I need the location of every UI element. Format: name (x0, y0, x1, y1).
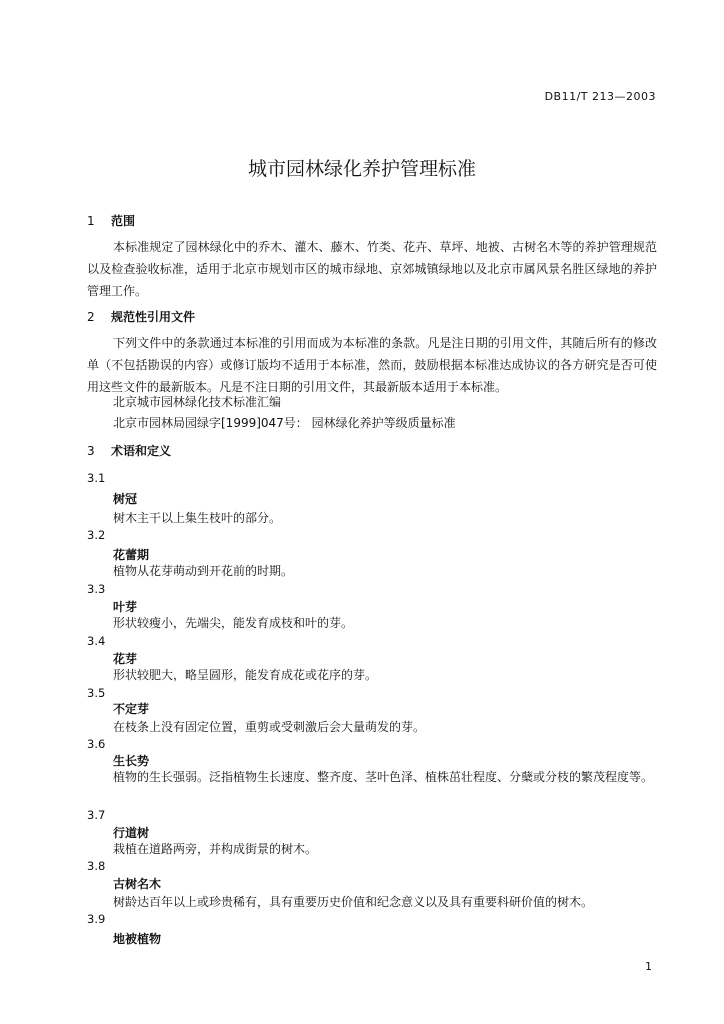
section-number: 1 (87, 214, 95, 228)
section-heading-normative (87, 308, 195, 325)
term-number: 3.7 (87, 808, 106, 822)
standard-code: DB11/T 213—2003 (544, 90, 656, 103)
term-name: 花蕾期 (113, 548, 150, 562)
term-name: 叶芽 (113, 600, 138, 614)
term-definition: 形状较肥大，略呈圆形，能发育成花或花序的芽。 (113, 668, 378, 682)
section-heading-terms (87, 442, 171, 459)
term-number: 3.8 (87, 859, 106, 873)
term-definition: 栽植在道路两旁，并构成街景的树木。 (113, 842, 318, 856)
section-number: 2 (87, 310, 95, 324)
term-name: 行道树 (113, 826, 150, 840)
term-number: 3.2 (87, 528, 106, 542)
section-heading-scope (87, 212, 135, 229)
term-number: 3.5 (87, 686, 106, 700)
section-title: 范围 (111, 214, 136, 228)
term-definition: 树龄达百年以上或珍贵稀有，具有重要历史价值和纪念意义以及具有重要科研价值的树木。 (113, 895, 594, 909)
term-definition: 在枝条上没有固定位置，重剪或受刺激后会大量萌发的芽。 (113, 720, 426, 734)
section-title: 规范性引用文件 (111, 310, 196, 324)
reference-item: 北京城市园林绿化技术标准汇编 (113, 395, 282, 409)
page-title: 城市园林绿化养护管理标准 (247, 158, 476, 180)
term-name: 生长势 (113, 754, 150, 768)
term-name: 不定芽 (113, 702, 150, 716)
term-number: 3.1 (87, 471, 106, 485)
term-name: 树冠 (113, 492, 138, 506)
term-number: 3.4 (87, 634, 106, 648)
section-number: 3 (87, 444, 95, 458)
term-name: 地被植物 (113, 932, 162, 946)
term-definition: 植物的生长强弱。泛指植物生长速度、整齐度、茎叶色泽、植株茁壮程度、分蘖或分枝的繁茂程度等。 (113, 770, 654, 784)
normative-paragraph: 下列文件中的条款通过本标准的引用而成为本标准的条款。凡是注日期的引用文件，其随后所有的修改单（不包括勘误的内容）或修订版均不适用于本标准，然而，鼓励根据本标准达成协议的各方研究是否可使用这些文件的最新版本。凡是不注日期的引用文件，其最新版本适用于本标准。 (87, 336, 657, 394)
term-name: 花芽 (113, 652, 138, 666)
term-number: 3.3 (87, 582, 106, 596)
term-number: 3.6 (87, 737, 106, 751)
term-definition: 形状较瘦小，先端尖，能发育成枝和叶的芽。 (113, 616, 354, 630)
reference-item: 北京市园林局园绿字[1999]047号： 园林绿化养护等级质量标准 (113, 416, 456, 430)
section-title: 术语和定义 (111, 444, 172, 458)
page-number: 1 (645, 960, 652, 973)
term-definition: 植物从花芽萌动到开花前的时期。 (113, 564, 294, 578)
scope-paragraph: 本标准规定了园林绿化中的乔木、灌木、藤木、竹类、花卉、草坪、地被、古树名木等的养护管理规范以及检查验收标准，适用于北京市规划市区的城市绿地、京郊城镇绿地以及北京市属风景名胜区绿地的养护管理工作。 (87, 240, 657, 298)
term-definition: 树木主干以上集生枝叶的部分。 (113, 511, 282, 525)
term-number: 3.9 (87, 912, 106, 926)
term-name: 古树名木 (113, 877, 162, 891)
